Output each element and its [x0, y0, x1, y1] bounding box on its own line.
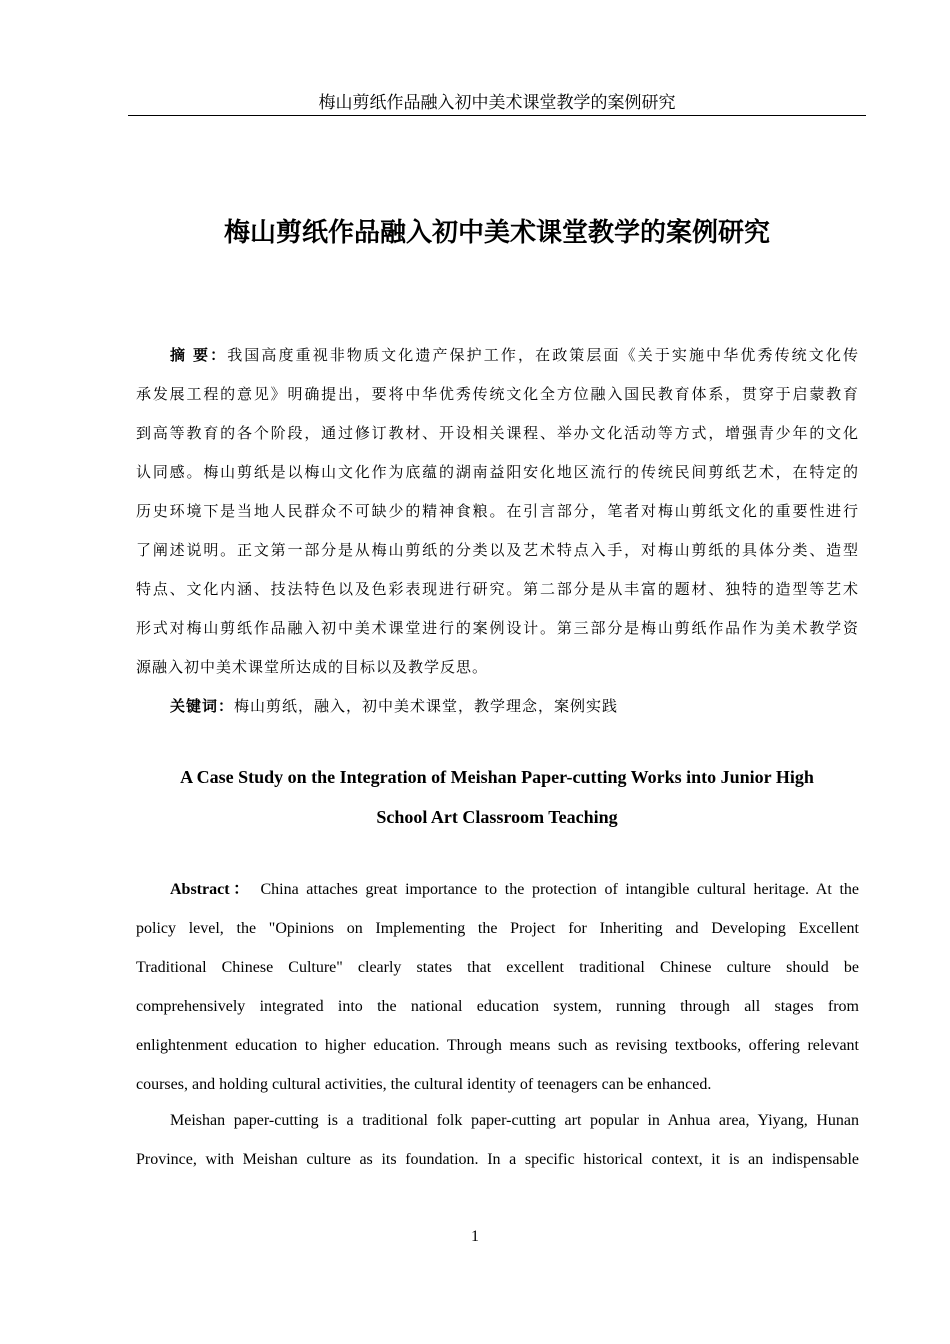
header-rule [128, 115, 866, 116]
abstract-en-line: courses, and holding cultural activities, the cultural identity of teenagers can be enhanced. [136, 1076, 712, 1093]
abstract-zh-line: 认同感。梅山剪纸是以梅山文化作为底蕴的湖南益阳安化地区流行的传统民间剪纸艺术，在特定的 [136, 465, 859, 481]
english-title-line: A Case Study on the Integration of Meishan Paper-cutting Works into Junior High [180, 767, 814, 787]
text: 我国高度重视非物质文化遗产保护工作，在政策层面《关于实施中华优秀传统文化传 [227, 348, 859, 364]
keywords-text: 梅山剪纸，融入，初中美术课堂，教学理念，案例实践 [234, 699, 619, 715]
page-number: 1 [471, 1228, 479, 1245]
abstract-en-line: Meishan paper-cutting is a traditional folk paper-cutting art popular in Anhua area, Yiyang, Hunan [170, 1112, 859, 1129]
abstract-en-line: Traditional Chinese Culture" clearly states that excellent traditional Chinese culture should be [136, 959, 859, 976]
abstract-zh-line: 到高等教育的各个阶段，通过修订教材、开设相关课程、举办文化活动等方式，增强青少年的文化 [136, 426, 859, 442]
running-header: 梅山剪纸作品融入初中美术课堂教学的案例研究 [318, 93, 676, 112]
keywords-label: 关键词： [170, 699, 235, 715]
abstract-en-line [136, 870, 859, 909]
text: China attaches great importance to the protection of intangible cultural heritage. At the [260, 881, 859, 898]
abstract-zh-line: 形式对梅山剪纸作品融入初中美术课堂进行的案例设计。第三部分是梅山剪纸作品作为美术教学资 [136, 621, 859, 637]
abstract-zh-line: 特点、文化内涵、技法特色以及色彩表现进行研究。第二部分是从丰富的题材、独特的造型等艺术 [136, 582, 859, 598]
english-title-line: School Art Classroom Teaching [376, 807, 618, 827]
abstract-zh [136, 337, 859, 727]
abstract-en-line: comprehensively integrated into the national education system, running through all stages from [136, 998, 859, 1015]
abstract-zh-line: 承发展工程的意见》明确提出，要将中华优秀传统文化全方位融入国民教育体系，贯穿于启蒙教育 [136, 387, 859, 403]
keywords-zh [136, 688, 859, 727]
abstract-en-line: enlightenment education to higher education. Through means such as revising textbooks, offering relevant [136, 1037, 859, 1054]
abstract-zh-line [136, 337, 859, 376]
abstract-zh-line: 源融入初中美术课堂所达成的目标以及教学反思。 [136, 660, 489, 676]
abstract-en [136, 870, 859, 1179]
abstract-en-label: Abstract： [170, 881, 253, 898]
abstract-en-line: policy level, the "Opinions on Implementing the Project for Inheriting and Developing Excellent [136, 920, 859, 937]
abstract-en-line: Province, with Meishan culture as its foundation. In a specific historical context, it is an indispensable [136, 1151, 859, 1168]
page-title: 梅山剪纸作品融入初中美术课堂教学的案例研究 [223, 218, 770, 247]
abstract-zh-line: 历史环境下是当地人民群众不可缺少的精神食粮。在引言部分，笔者对梅山剪纸文化的重要性进行 [136, 504, 859, 520]
english-title [100, 757, 894, 837]
abstract-zh-line: 了阐述说明。正文第一部分是从梅山剪纸的分类以及艺术特点入手，对梅山剪纸的具体分类、造型 [136, 543, 859, 559]
abstract-zh-label: 摘 要： [170, 348, 228, 364]
